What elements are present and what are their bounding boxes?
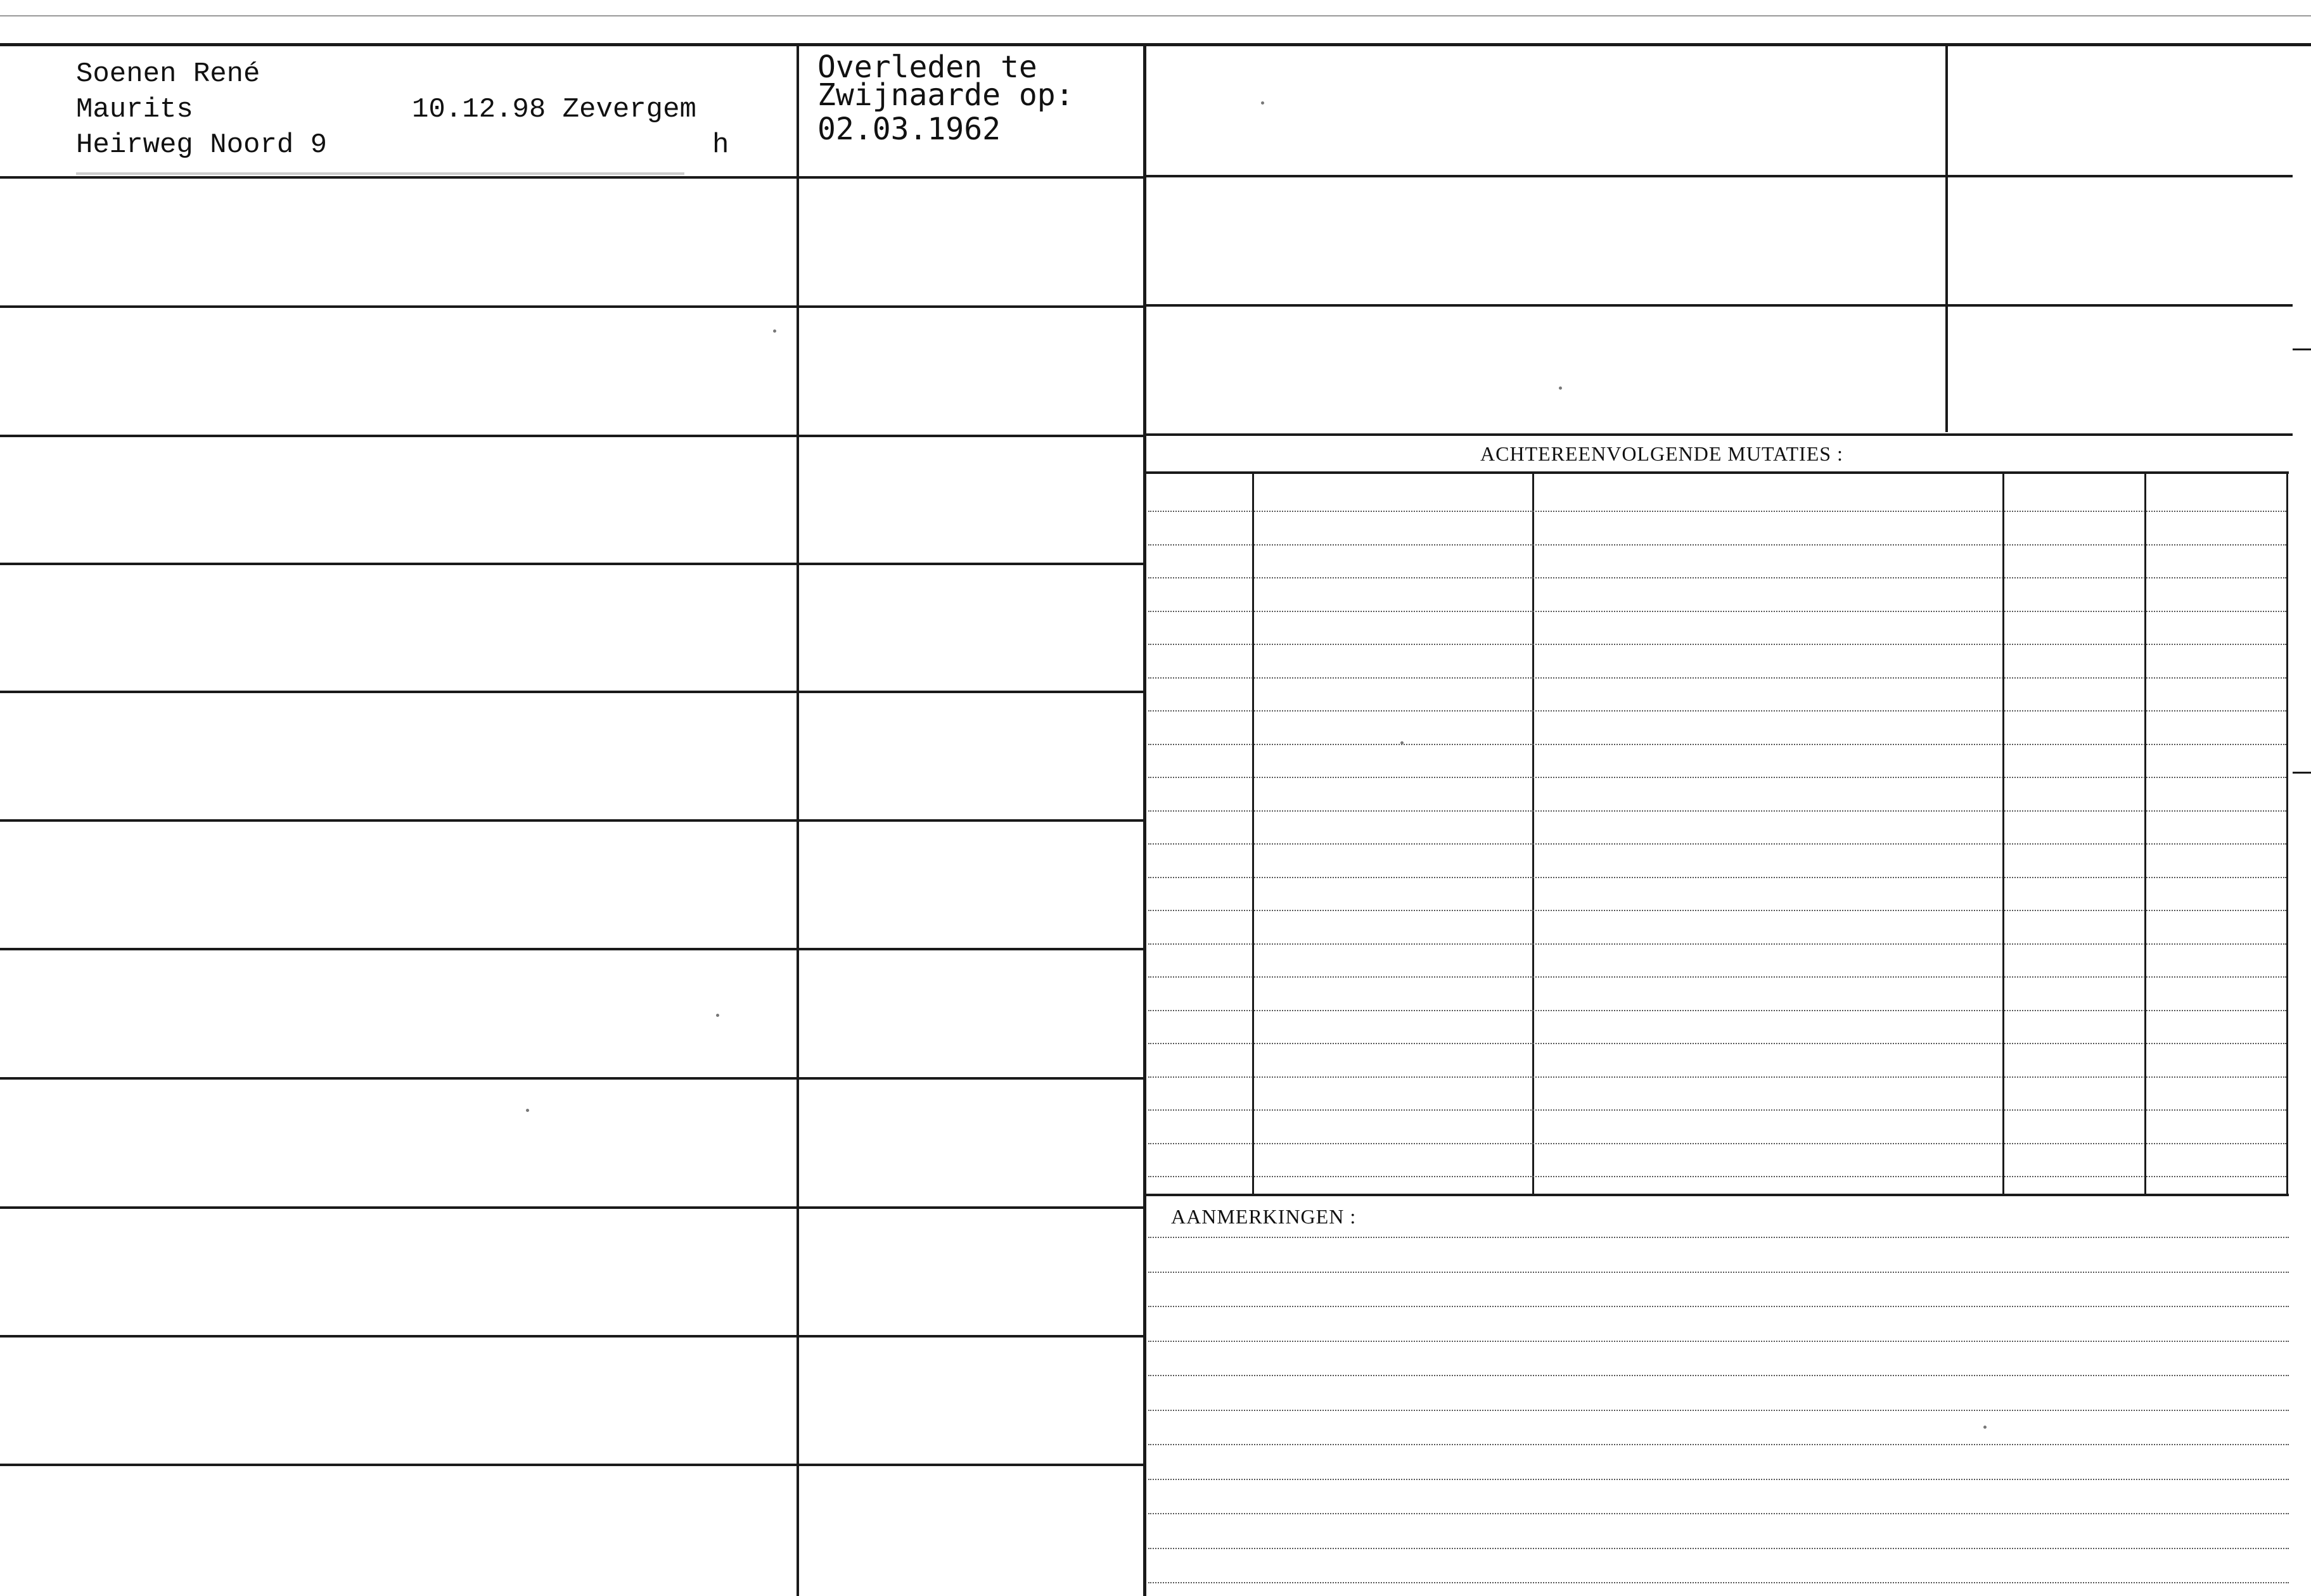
row-line-8 <box>0 1077 1143 1080</box>
death-note-date: 02.03.1962 <box>817 112 1001 147</box>
row-line-7 <box>0 948 1143 950</box>
mutation-ruled-line <box>1148 1076 2286 1078</box>
remark-ruled-line <box>1148 1479 2289 1480</box>
remarks-heading: AANMERKINGEN : <box>1171 1205 1357 1228</box>
remark-ruled-line <box>1148 1548 2289 1549</box>
mutation-ruled-line <box>1148 843 2286 845</box>
mutations-col-3 <box>2002 474 2004 1194</box>
divider-middle-col <box>1143 44 1146 1596</box>
mutation-ruled-line <box>1148 710 2286 712</box>
mutation-ruled-line <box>1148 810 2286 812</box>
row-line-4 <box>0 563 1143 565</box>
mutation-ruled-line <box>1148 943 2286 945</box>
mutation-ruled-line <box>1148 1109 2286 1111</box>
row-line-9 <box>0 1206 1143 1209</box>
scan-speck <box>773 329 776 333</box>
record-name: Soenen René <box>76 58 260 90</box>
mutation-ruled-line <box>1148 1043 2286 1044</box>
row-line-5 <box>0 691 1143 693</box>
mutation-ruled-line <box>1148 611 2286 612</box>
record-mark: h <box>712 129 729 161</box>
death-note-line1: Overleden te <box>817 49 1037 85</box>
row-line-6 <box>0 819 1143 822</box>
right-row-line-3 <box>1146 433 2293 436</box>
mutation-ruled-line <box>1148 677 2286 679</box>
remark-ruled-line <box>1148 1582 2289 1583</box>
mutation-ruled-line <box>1148 976 2286 978</box>
row-line-11 <box>0 1464 1143 1466</box>
top-border <box>0 43 2311 46</box>
remark-ruled-line <box>1148 1306 2289 1307</box>
remark-ruled-line <box>1148 1341 2289 1342</box>
mutation-ruled-line <box>1148 1176 2286 1177</box>
mutation-ruled-line <box>1148 1010 2286 1011</box>
mutations-col-2 <box>1532 474 1534 1194</box>
scan-speck <box>526 1109 529 1112</box>
row-line-10 <box>0 1335 1143 1337</box>
row-line-1 <box>0 176 1143 179</box>
mutations-heading: ACHTEREENVOLGENDE MUTATIES : <box>1480 442 1843 465</box>
record-birth: 10.12.98 Zevergem <box>412 94 696 125</box>
scan-speck <box>1261 101 1264 105</box>
scan-speck <box>1559 386 1562 390</box>
mutations-col-1 <box>1252 474 1254 1194</box>
remark-ruled-line <box>1148 1513 2289 1514</box>
mutation-ruled-line <box>1148 1143 2286 1144</box>
faded-residue <box>76 172 684 175</box>
top-edge-stroke <box>0 15 2311 16</box>
mutation-ruled-line <box>1148 577 2286 578</box>
mutation-ruled-line <box>1148 511 2286 512</box>
edge-tick-1 <box>2293 348 2311 350</box>
remark-ruled-line <box>1148 1272 2289 1273</box>
right-row-line-2 <box>1146 304 2293 307</box>
remark-ruled-line <box>1148 1237 2289 1238</box>
mutations-col-4 <box>2144 474 2146 1194</box>
mutation-ruled-line <box>1148 544 2286 546</box>
mutation-ruled-line <box>1148 877 2286 878</box>
mutations-col-right <box>2286 474 2288 1194</box>
mutation-ruled-line <box>1148 777 2286 778</box>
record-address: Heirweg Noord 9 <box>76 129 328 161</box>
record-given-name: Maurits <box>76 94 193 125</box>
row-line-3 <box>0 435 1143 437</box>
mutation-ruled-line <box>1148 744 2286 745</box>
scan-speck <box>1400 741 1404 744</box>
remark-ruled-line <box>1148 1410 2289 1411</box>
remark-ruled-line <box>1148 1444 2289 1445</box>
scan-speck <box>716 1014 719 1017</box>
mutations-bottom-line <box>1146 1194 2289 1196</box>
divider-right-top <box>1945 44 1948 432</box>
edge-tick-2 <box>2293 772 2311 774</box>
remark-ruled-line <box>1148 1375 2289 1376</box>
right-row-line-1 <box>1146 175 2293 177</box>
death-note-line2: Zwijnaarde op: <box>817 77 1074 113</box>
row-line-2 <box>0 305 1143 308</box>
mutation-ruled-line <box>1148 910 2286 911</box>
scan-speck <box>1983 1426 1987 1429</box>
mutations-top-line <box>1146 471 2289 474</box>
mutation-ruled-line <box>1148 644 2286 645</box>
